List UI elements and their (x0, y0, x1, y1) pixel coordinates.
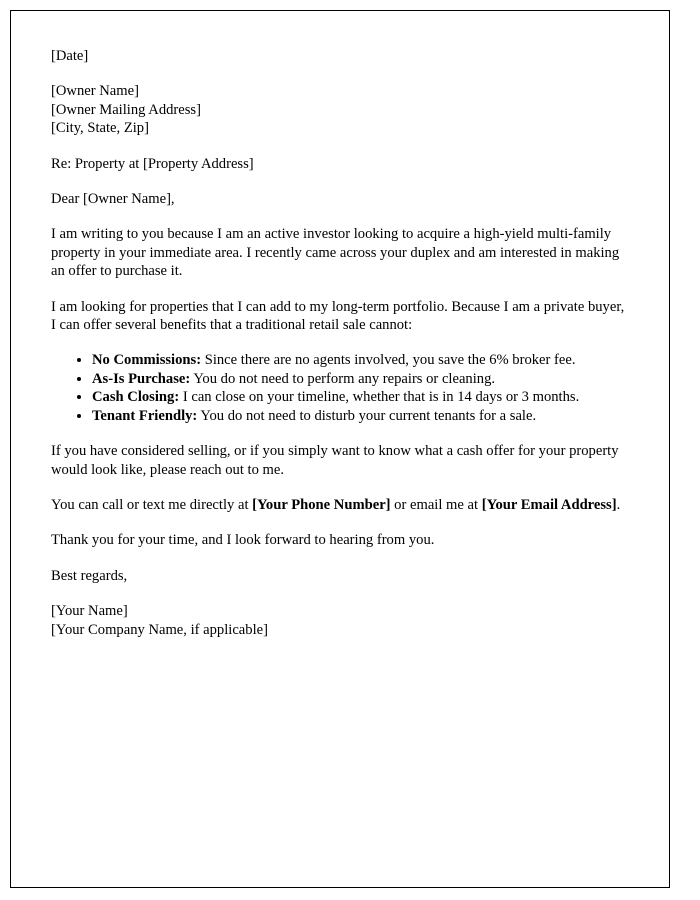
contact-part3: . (616, 496, 621, 513)
benefit-label: As-Is Purchase: (92, 370, 191, 387)
benefit-item-tenant-friendly (92, 407, 627, 425)
portfolio-paragraph (51, 298, 627, 335)
recipient-address-block (51, 82, 627, 137)
recipient-mailing-address: [Owner Mailing Address] (51, 101, 201, 118)
contact-part1: You can call or text me directly at (51, 496, 253, 513)
benefit-label: Tenant Friendly: (92, 407, 198, 424)
benefits-list (51, 351, 627, 425)
letter-page (10, 10, 670, 888)
letter-body (51, 47, 627, 639)
recipient-city-state-zip: [City, State, Zip] (51, 120, 149, 137)
benefit-label: No Commissions: (92, 352, 202, 369)
contact-paragraph-text (51, 496, 627, 514)
intro-paragraph (51, 225, 627, 280)
signoff: Best regards, (51, 567, 128, 584)
benefit-label: Cash Closing: (92, 389, 180, 406)
email-placeholder: [Your Email Address] (481, 496, 617, 513)
signature-block (51, 602, 627, 639)
signature-name: [Your Name] (51, 603, 128, 620)
salutation-block (51, 190, 627, 208)
signature-company: [Your Company Name, if applicable] (51, 621, 268, 638)
recipient-name: [Owner Name] (51, 83, 139, 100)
considered-selling-paragraph (51, 442, 627, 479)
benefit-text: You do not need to disturb your current tenants for a sale. (197, 407, 537, 424)
salutation: Dear [Owner Name], (51, 191, 175, 208)
benefit-item-no-commissions (92, 351, 627, 369)
date-placeholder: [Date] (51, 48, 89, 64)
phone-placeholder: [Your Phone Number] (252, 496, 391, 513)
signoff-block (51, 567, 627, 585)
thanks-paragraph (51, 531, 627, 549)
contact-part2: or email me at (390, 496, 482, 513)
benefit-text: I can close on your timeline, whether that is in 14 days or 3 months. (179, 389, 580, 406)
benefit-text: You do not need to perform any repairs or cleaning. (190, 370, 496, 387)
benefit-item-cash-closing (92, 388, 627, 406)
subject-line-block (51, 155, 627, 173)
benefit-item-as-is-purchase (92, 370, 627, 388)
contact-paragraph (51, 496, 627, 514)
subject-line: Re: Property at [Property Address] (51, 155, 254, 172)
considered-selling-text: If you have considered selling, or if you simply want to know what a cash offer for your property would look like, please reach out to me. (51, 443, 619, 478)
letter-date (51, 47, 627, 65)
intro-paragraph-text: I am writing to you because I am an active investor looking to acquire a high-yield multi-family property in your immediate area. I recently came across your duplex and am interested in making an offer to purchase it. (51, 226, 620, 280)
thanks-paragraph-text: Thank you for your time, and I look forward to hearing from you. (51, 532, 435, 549)
benefit-text: Since there are no agents involved, you save the 6% broker fee. (201, 352, 576, 369)
portfolio-paragraph-text: I am looking for properties that I can add to my long-term portfolio. Because I am a private buyer, I can offer several benefits that a traditional retail sale cannot: (51, 298, 625, 334)
